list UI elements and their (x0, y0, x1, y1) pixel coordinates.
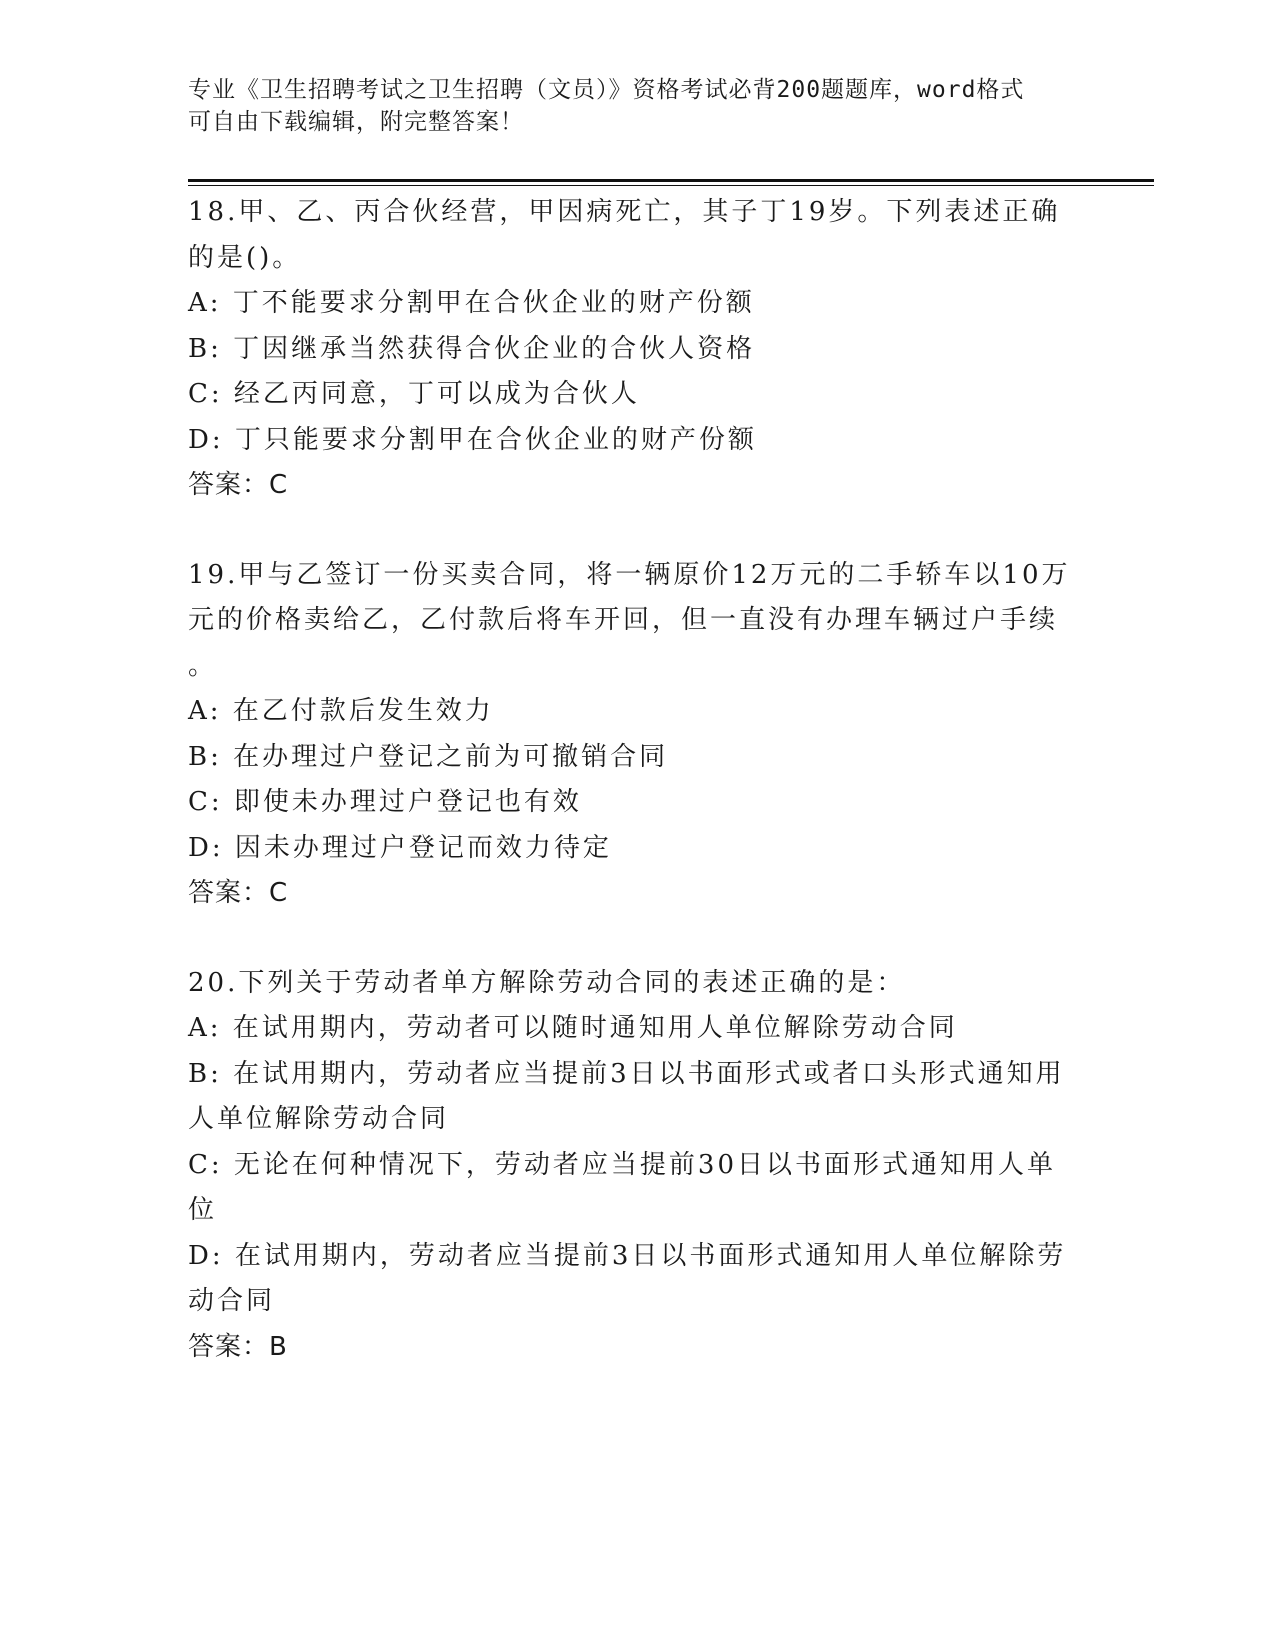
option-b: B: 在试用期内，劳动者应当提前3日以书面形式或者口头形式通知用 (188, 1058, 1065, 1089)
question-stem-line: 的是()。 (188, 242, 302, 273)
option-a: A: 在试用期内，劳动者可以随时通知用人单位解除劳动合同 (188, 1013, 958, 1043)
option-d-continued: 动合同 (188, 1286, 276, 1316)
header-line-2: 可自由下载编辑，附完整答案！ (188, 109, 524, 135)
option-c: C: 经乙丙同意，丁可以成为合伙人 (188, 379, 640, 409)
question-stem-line: 18.甲、乙、丙合伙经营，甲因病死亡，其子丁19岁。下列表述正确 (188, 197, 1061, 227)
answer-line: 答案：B (188, 1331, 288, 1362)
header-line-1: 专业《卫生招聘考试之卫生招聘（文员）》资格考试必背200题题库，word格式 (188, 77, 1025, 103)
option-a: A: 丁不能要求分割甲在合伙企业的财产份额 (188, 288, 755, 318)
option-d: D: 在试用期内，劳动者应当提前3日以书面形式通知用人单位解除劳 (188, 1240, 1067, 1271)
option-b: B: 在办理过户登记之前为可撤销合同 (188, 741, 669, 772)
option-b-continued: 人单位解除劳动合同 (188, 1104, 450, 1134)
document-header (188, 74, 1068, 138)
option-d: D: 因未办理过户登记而效力待定 (188, 832, 612, 863)
question-18 (188, 190, 1078, 509)
question-list (188, 190, 1078, 1414)
question-stem-line: 元的价格卖给乙，乙付款后将车开回，但一直没有办理车辆过户手续 (188, 605, 1059, 635)
option-c: C: 无论在何种情况下，劳动者应当提前30日以书面形式通知用人单 (188, 1149, 1057, 1180)
option-c: C: 即使未办理过户登记也有效 (188, 787, 582, 817)
header-divider-thin (188, 185, 1154, 186)
question-stem-line: 。 (188, 650, 218, 681)
question-stem-line: 19.甲与乙签订一份买卖合同，将一辆原价12万元的二手轿车以10万 (188, 559, 1071, 590)
question-20 (188, 961, 1078, 1371)
option-a: A: 在乙付款后发生效力 (188, 696, 494, 726)
header-divider-thick (188, 179, 1154, 182)
answer-line: 答案：C (188, 878, 289, 908)
question-19 (188, 553, 1078, 917)
option-d: D: 丁只能要求分割甲在合伙企业的财产份额 (188, 424, 757, 455)
answer-line: 答案：C (188, 470, 289, 500)
option-c-continued: 位 (188, 1195, 218, 1225)
question-stem-line: 20.下列关于劳动者单方解除劳动合同的表述正确的是： (188, 967, 906, 998)
option-b: B: 丁因继承当然获得合伙企业的合伙人资格 (188, 333, 756, 364)
